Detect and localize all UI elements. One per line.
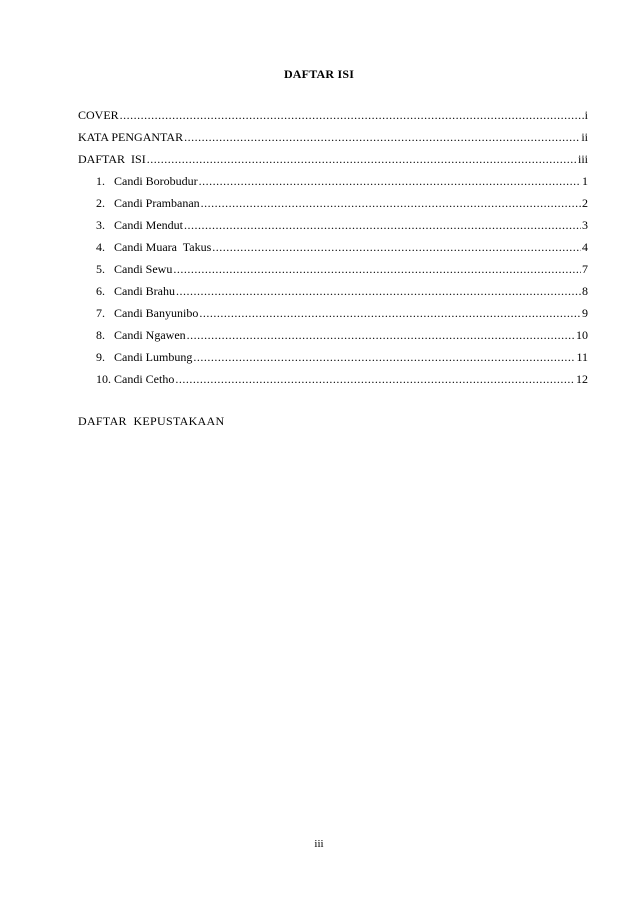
toc-sub-entry xyxy=(78,284,588,306)
bibliography-heading: DAFTAR KEPUSTAKAAN xyxy=(78,414,225,428)
dot-leader xyxy=(175,372,575,387)
toc-entry-kata-pengantar xyxy=(78,130,588,152)
dot-leader xyxy=(184,218,581,233)
toc-sub-entry-page: 11 xyxy=(576,350,588,364)
toc-sub-entry-page: 4 xyxy=(582,240,588,254)
toc-sub-entry-label: Candi Prambanan xyxy=(114,196,200,210)
toc-sub-entry-page: 10 xyxy=(576,328,588,342)
toc-sub-entry-label: Candi Ngawen xyxy=(114,328,186,342)
toc-sub-entry-number: 8. xyxy=(96,328,105,342)
toc-entry-page: iii xyxy=(577,152,588,166)
table-of-contents xyxy=(78,108,588,394)
toc-sub-entry-label: Candi Mendut xyxy=(114,218,183,232)
toc-entry-label: KATA PENGANTAR xyxy=(78,130,184,144)
dot-leader xyxy=(176,284,581,299)
toc-entry-label: DAFTAR ISI xyxy=(78,152,146,166)
dot-leader xyxy=(147,152,577,167)
toc-sub-entry-label: Candi Muara Takus xyxy=(114,240,212,254)
toc-sub-entry-page: 8 xyxy=(582,284,588,298)
toc-entry-page: ii xyxy=(581,130,588,144)
toc-sub-entry xyxy=(78,328,588,350)
toc-sub-entry xyxy=(78,262,588,284)
toc-sub-entry-label: Candi Sewu xyxy=(114,262,173,276)
toc-sub-entry-number: 1. xyxy=(96,174,105,188)
dot-leader xyxy=(120,108,584,123)
toc-sub-entry-page: 1 xyxy=(582,174,588,188)
toc-sub-entry-number: 5. xyxy=(96,262,105,276)
toc-sub-entry xyxy=(78,240,588,262)
toc-sub-entry-page: 12 xyxy=(576,372,588,386)
toc-sub-entry-number: 6. xyxy=(96,284,105,298)
toc-sub-entry xyxy=(78,218,588,240)
dot-leader xyxy=(187,328,575,343)
toc-sub-entry-page: 2 xyxy=(582,196,588,210)
page-title: DAFTAR ISI xyxy=(283,67,355,81)
toc-entry-daftar-isi xyxy=(78,152,588,174)
dot-leader xyxy=(201,196,581,211)
dot-leader xyxy=(212,240,581,255)
toc-sub-entry-number: 2. xyxy=(96,196,105,210)
dot-leader xyxy=(173,262,581,277)
toc-sub-entry-number: 9. xyxy=(96,350,105,364)
toc-sub-entry-label: Candi Lumbung xyxy=(114,350,193,364)
toc-sub-entry-page: 9 xyxy=(582,306,588,320)
dot-leader xyxy=(193,350,575,365)
toc-sub-entry-number: 3. xyxy=(96,218,105,232)
toc-entry-page: i xyxy=(584,108,588,122)
toc-sub-entry xyxy=(78,174,588,196)
toc-sub-entry-label: Candi Borobudur xyxy=(114,174,198,188)
dot-leader xyxy=(184,130,580,145)
toc-sub-entry xyxy=(78,196,588,218)
toc-entry-label: COVER xyxy=(78,108,119,122)
toc-sub-entry-number: 7. xyxy=(96,306,105,320)
toc-sub-entry-number: 10. xyxy=(96,372,111,386)
page-number: iii xyxy=(314,838,324,850)
toc-sub-entry-page: 7 xyxy=(582,262,588,276)
toc-sub-entry-label: Candi Cetho xyxy=(114,372,175,386)
toc-sub-entry-number: 4. xyxy=(96,240,105,254)
toc-sub-entry-label: Candi Banyunibo xyxy=(114,306,199,320)
dot-leader xyxy=(199,174,581,189)
toc-sub-entry xyxy=(78,350,588,372)
toc-sub-entry-page: 3 xyxy=(582,218,588,232)
toc-sub-entry-label: Candi Brahu xyxy=(114,284,175,298)
dot-leader xyxy=(199,306,581,321)
toc-entry-cover xyxy=(78,108,588,130)
toc-sub-entry xyxy=(78,306,588,328)
toc-sub-entry xyxy=(78,372,588,394)
